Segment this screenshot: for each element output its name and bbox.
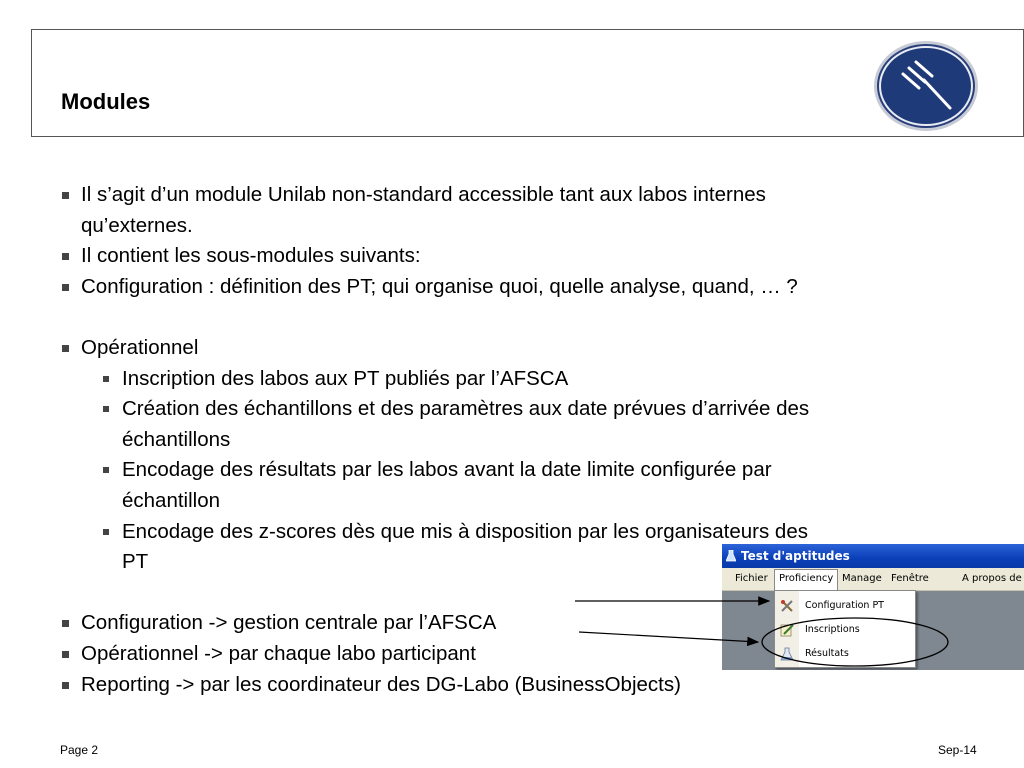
bullet-item: Il s’agit d’un module Unilab non-standard accessible tant aux labos internes qu’externes. — [62, 180, 992, 241]
menu-item-resultats[interactable]: Résultats — [775, 642, 915, 666]
menu-item-configuration-pt[interactable]: Configuration PT — [775, 594, 915, 618]
sub-bullet-item: Inscription des labos aux PT publiés par l’AFSCA — [62, 364, 992, 395]
pencil-note-icon — [780, 623, 794, 637]
bullet-item: Opérationnel — [62, 333, 992, 364]
bullet-item: Reporting -> par les coordinateur des DG-Labo (BusinessObjects) — [62, 670, 992, 701]
proficiency-dropdown — [774, 590, 916, 668]
flask-icon — [780, 647, 794, 661]
bullet-item: Opérationnel -> par chaque labo participant — [62, 639, 992, 670]
menu-proficiency[interactable]: Proficiency — [779, 573, 834, 584]
menu-manage[interactable]: Manage — [842, 573, 882, 584]
bullet-item: Configuration : définition des PT; qui organise quoi, quelle analyse, quand, … ? — [62, 272, 992, 303]
page-title: Modules — [61, 89, 151, 114]
app-titlebar — [722, 544, 1024, 568]
menu-fenetre[interactable]: Fenêtre — [891, 573, 929, 584]
sub-bullet-item: Création des échantillons et des paramètres aux date prévues d’arrivée des échantillons — [62, 394, 992, 455]
footer-date: Sep-14 — [938, 743, 977, 757]
app-menubar — [722, 568, 1024, 591]
afsca-logo-icon — [872, 40, 980, 132]
sub-bullet-item: Encodage des résultats par les labos avant la date limite configurée par échantillon — [62, 455, 992, 516]
app-screenshot — [722, 544, 1024, 670]
menu-item-inscriptions[interactable]: Inscriptions — [775, 618, 915, 642]
app-flask-icon — [726, 550, 736, 562]
menu-fichier[interactable]: Fichier — [735, 573, 768, 584]
bullet-item: Il contient les sous-modules suivants: — [62, 241, 992, 272]
menu-a-propos[interactable]: A propos de — [962, 573, 1022, 584]
app-title: Test d'aptitudes — [741, 549, 850, 563]
sub-bullet-item: Encodage des z-scores dès que mis à disposition par les organisateurs des PT — [62, 517, 992, 578]
footer-page-number: Page 2 — [60, 743, 99, 757]
bullet-item: Configuration -> gestion centrale par l’AFSCA — [62, 608, 992, 639]
tools-icon — [780, 599, 794, 613]
